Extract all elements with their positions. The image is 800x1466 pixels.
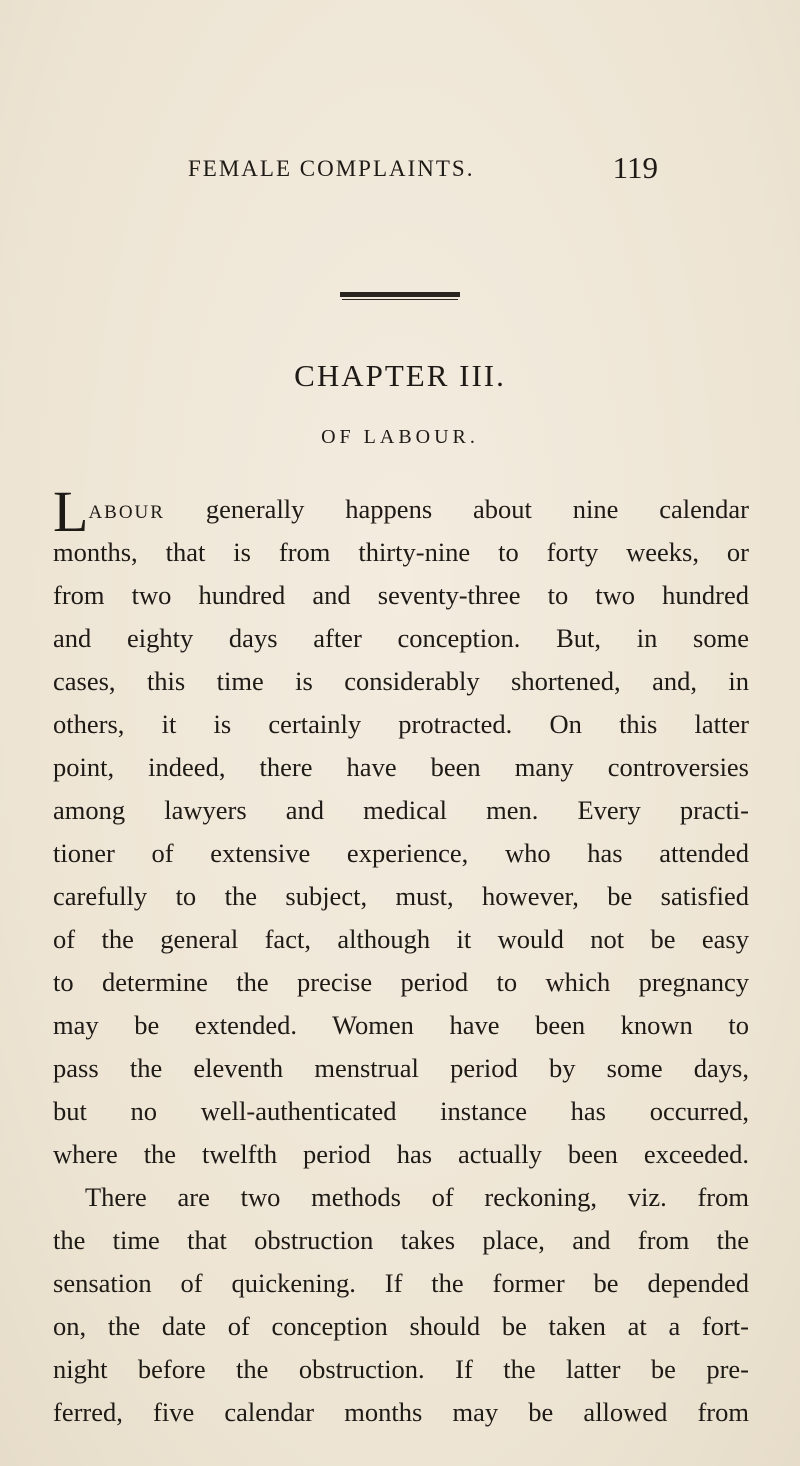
text-line: of the general fact, although it would not be easy bbox=[53, 924, 749, 954]
text-line: pass the eleventh menstrual period by some days, bbox=[53, 1053, 749, 1083]
text-line: the time that obstruction takes place, and from the bbox=[53, 1225, 749, 1255]
text-line: months, that is from thirty-nine to forty weeks, or bbox=[53, 537, 749, 567]
text-line: sensation of quickening. If the former be depended bbox=[53, 1268, 749, 1298]
rule-thick-line bbox=[340, 292, 460, 297]
text-line: to determine the precise period to which pregnancy bbox=[53, 967, 749, 997]
page-number: 119 bbox=[612, 150, 658, 185]
rule-thin-line bbox=[342, 299, 458, 300]
running-head bbox=[188, 150, 658, 190]
text-line: where the twelfth period has actually been exceeded. bbox=[53, 1139, 749, 1169]
text-line: tioner of extensive experience, who has attended bbox=[53, 838, 749, 868]
text-line: carefully to the subject, must, however, be satisfied bbox=[53, 881, 749, 911]
first-word-smallcaps: ABOUR bbox=[88, 502, 165, 523]
text-line: among lawyers and medical men. Every practi- bbox=[53, 795, 749, 825]
text-line: others, it is certainly protracted. On this latter bbox=[53, 709, 749, 739]
chapter-heading: CHAPTER III. bbox=[294, 358, 506, 393]
drop-cap: L bbox=[53, 479, 89, 544]
text-line: but no well-authenticated instance has occurred, bbox=[53, 1096, 749, 1126]
text-line: may be extended. Women have been known to bbox=[53, 1010, 749, 1040]
text-line: from two hundred and seventy-three to two hundred bbox=[53, 580, 749, 610]
text-line: night before the obstruction. If the latter be pre- bbox=[53, 1354, 749, 1384]
first-line-text: generally happens about nine calendar bbox=[205, 494, 749, 524]
text-line: cases, this time is considerably shortened, and, in bbox=[53, 666, 749, 696]
running-title: FEMALE COMPLAINTS. bbox=[188, 156, 475, 181]
text-line-first bbox=[53, 479, 749, 544]
text-line: and eighty days after conception. But, in some bbox=[53, 623, 749, 653]
chapter-rule bbox=[340, 292, 460, 300]
text-line: ferred, five calendar months may be allowed from bbox=[53, 1397, 749, 1427]
text-line: on, the date of conception should be taken at a fort- bbox=[53, 1311, 749, 1341]
text-line-paragraph-start: There are two methods of reckoning, viz. from bbox=[85, 1182, 749, 1212]
body-text bbox=[53, 479, 749, 1434]
chapter-subheading: OF LABOUR. bbox=[321, 426, 479, 448]
text-line: point, indeed, there have been many controversies bbox=[53, 752, 749, 782]
